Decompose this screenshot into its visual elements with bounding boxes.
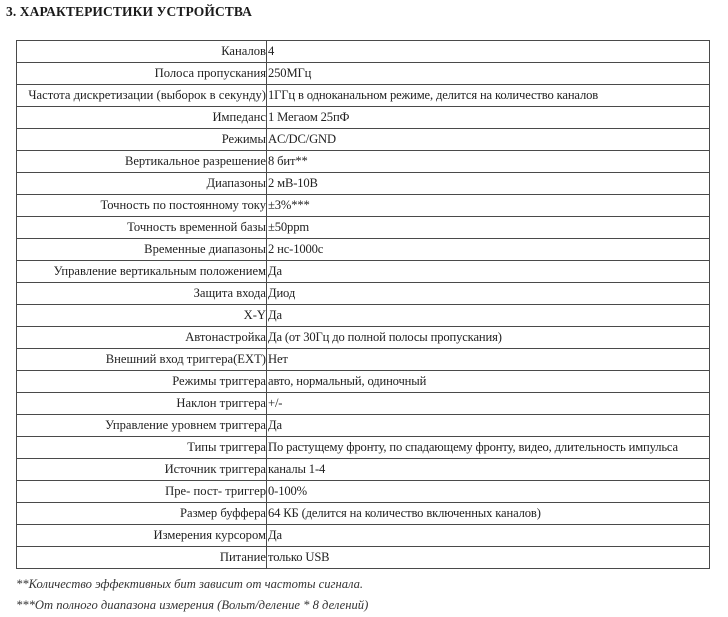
spec-value: Диод [267, 283, 710, 305]
spec-label: Типы триггера [17, 437, 267, 459]
spec-label: Автонастройка [17, 327, 267, 349]
spec-value: Да (от 30Гц до полной полосы пропускания) [267, 327, 710, 349]
spec-value: Да [267, 525, 710, 547]
table-row [17, 151, 710, 173]
spec-label: Точность по постоянному току [17, 195, 267, 217]
table-row [17, 349, 710, 371]
spec-label: Измерения курсором [17, 525, 267, 547]
spec-label: Импеданс [17, 107, 267, 129]
spec-value: ±50ppm [267, 217, 710, 239]
spec-label: Диапазоны [17, 173, 267, 195]
table-row [17, 305, 710, 327]
table-row [17, 547, 710, 569]
spec-value: 0-100% [267, 481, 710, 503]
table-row [17, 217, 710, 239]
section-title: 3. ХАРАКТЕРИСТИКИ УСТРОЙСТВА [6, 4, 253, 19]
spec-label: Источник триггера [17, 459, 267, 481]
spec-label: Управление вертикальным положением [17, 261, 267, 283]
spec-label: Каналов [17, 41, 267, 63]
spec-label: Временные диапазоны [17, 239, 267, 261]
table-row [17, 437, 710, 459]
spec-value: Да [267, 261, 710, 283]
table-row [17, 283, 710, 305]
table-row [17, 327, 710, 349]
footnotes [16, 574, 368, 616]
table-row [17, 261, 710, 283]
spec-label: Управление уровнем триггера [17, 415, 267, 437]
spec-value: Нет [267, 349, 710, 371]
specs-table [16, 40, 710, 569]
spec-value: 4 [267, 41, 710, 63]
spec-value: AC/DC/GND [267, 129, 710, 151]
spec-label: Полоса пропускания [17, 63, 267, 85]
spec-label: Режимы триггера [17, 371, 267, 393]
spec-value: ±3%*** [267, 195, 710, 217]
table-row [17, 129, 710, 151]
table-row [17, 107, 710, 129]
spec-label: Наклон триггера [17, 393, 267, 415]
spec-value: Да [267, 415, 710, 437]
spec-value: 8 бит** [267, 151, 710, 173]
spec-label: Частота дискретизации (выборок в секунду) [17, 85, 267, 107]
spec-value: По растущему фронту, по спадающему фронту, видео, длительность импульса [267, 437, 710, 459]
spec-label: Пре- пост- триггер [17, 481, 267, 503]
table-row [17, 63, 710, 85]
spec-label: X-Y [17, 305, 267, 327]
spec-label: Питание [17, 547, 267, 569]
table-row [17, 415, 710, 437]
table-row [17, 173, 710, 195]
spec-label: Режимы [17, 129, 267, 151]
spec-label: Внешний вход триггера(EXT) [17, 349, 267, 371]
table-row [17, 195, 710, 217]
spec-value: авто, нормальный, одиночный [267, 371, 710, 393]
spec-value: только USB [267, 547, 710, 569]
spec-value: 2 мВ-10В [267, 173, 710, 195]
spec-value: Да [267, 305, 710, 327]
spec-label: Защита входа [17, 283, 267, 305]
table-row [17, 85, 710, 107]
table-row [17, 371, 710, 393]
spec-label: Размер буффера [17, 503, 267, 525]
table-row [17, 459, 710, 481]
spec-value: 1ГГц в одноканальном режиме, делится на количество каналов [267, 85, 710, 107]
spec-value: 1 Мегаом 25пФ [267, 107, 710, 129]
table-row [17, 393, 710, 415]
spec-label: Точность временной базы [17, 217, 267, 239]
table-row [17, 503, 710, 525]
table-row [17, 239, 710, 261]
footnote-bits: **Количество эффективных бит зависит от частоты сигнала. [16, 577, 364, 591]
spec-value: 64 КБ (делится на количество включенных каналов) [267, 503, 710, 525]
spec-value: 2 нс-1000с [267, 239, 710, 261]
spec-value: 250МГц [267, 63, 710, 85]
table-row [17, 41, 710, 63]
spec-value: каналы 1-4 [267, 459, 710, 481]
table-row [17, 481, 710, 503]
spec-label: Вертикальное разрешение [17, 151, 267, 173]
footnote-range: ***От полного диапазона измерения (Вольт/деление * 8 делений) [16, 598, 369, 612]
spec-value: +/- [267, 393, 710, 415]
table-row [17, 525, 710, 547]
